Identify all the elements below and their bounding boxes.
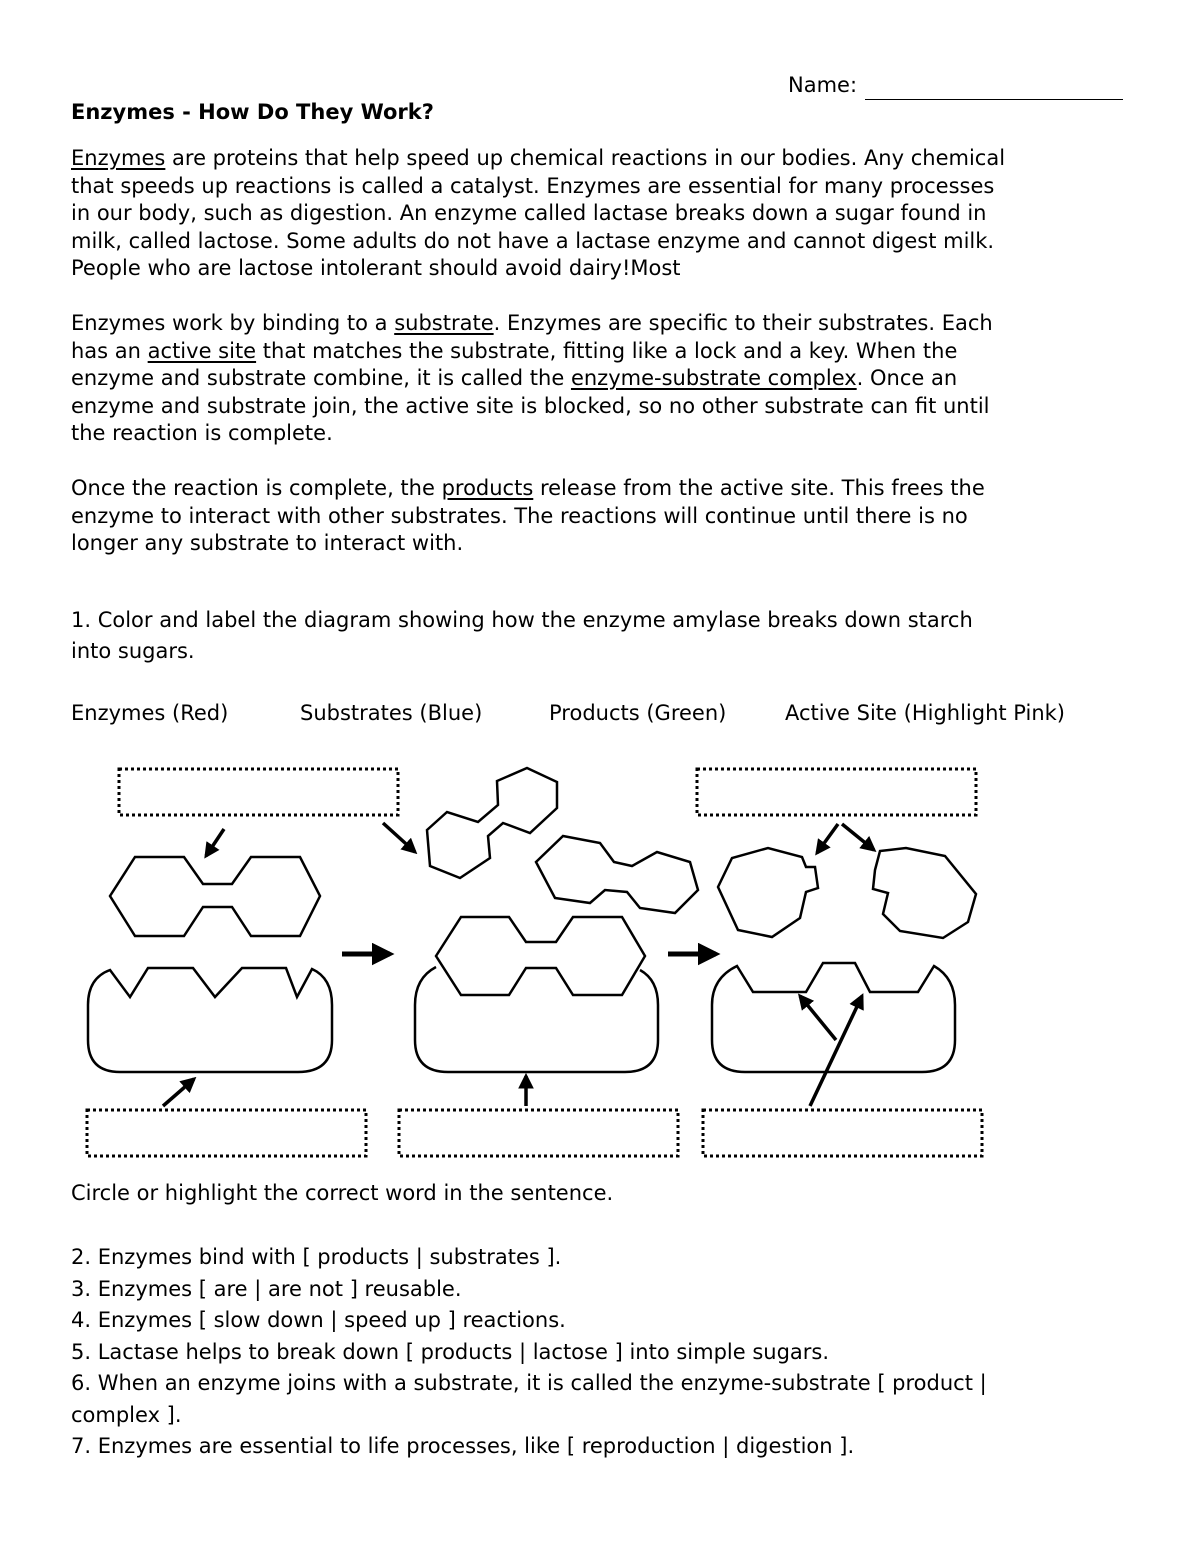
pointer-arrow-icon <box>383 823 415 852</box>
complex-enzyme-shape <box>415 967 658 1072</box>
paragraph-line: in our body, such as digestion. An enzyme called lactase breaks down a sugar found in <box>71 201 987 225</box>
paragraph-line: enzyme to interact with other substrates. The reactions will continue until there is no <box>71 503 968 528</box>
pointer-arrow-icon <box>842 824 874 850</box>
product-shape-1 <box>718 848 818 937</box>
paragraph-line: longer any substrate to interact with. <box>71 531 464 555</box>
text-span: are proteins that help speed up chemical reactions in our bodies. Any chemical <box>165 146 1006 170</box>
text-span: that matches the substrate, fitting like a lock and a key. When the <box>256 338 958 363</box>
question-item[interactable]: 5. Lactase helps to break down [ products | lactose ] into simple sugars. <box>71 1339 830 1364</box>
term-enzymes: Enzymes <box>71 146 166 170</box>
paragraph-line: milk, called lactose. Some adults do not have a lactase enzyme and cannot digest milk. <box>71 228 995 253</box>
term-substrate: substrate <box>394 311 494 335</box>
text-span: Once the reaction is complete, the <box>71 476 442 500</box>
label-box-bottom-left[interactable] <box>87 1110 366 1156</box>
pointer-arrow-icon <box>206 829 224 856</box>
label-box-bottom-middle[interactable] <box>399 1110 678 1156</box>
page-title: Enzymes - How Do They Work? <box>71 100 434 124</box>
term-active-site: active site <box>147 338 257 363</box>
enzyme-shape-1 <box>88 968 332 1072</box>
paragraph-line: the reaction is complete. <box>71 421 333 445</box>
substrate-shape-3 <box>536 836 698 913</box>
pointer-arrow-icon <box>800 996 836 1040</box>
complex-substrate-shape <box>436 917 645 995</box>
question-item[interactable]: 4. Enzymes [ slow down | speed up ] reactions. <box>71 1308 566 1332</box>
question-list <box>71 1242 987 1463</box>
substrate-shape-1 <box>110 857 320 936</box>
product-shape-2 <box>873 848 976 938</box>
text-span: Enzymes work by binding to a <box>71 311 395 335</box>
pointer-arrow-icon <box>163 1079 194 1106</box>
question-line: into sugars. <box>71 639 195 663</box>
question-item[interactable]: 7. Enzymes are essential to life processes, like [ reproduction | digestion ]. <box>71 1434 855 1458</box>
text-span: . Enzymes are specific to their substrates. Each <box>493 311 993 335</box>
question-item[interactable]: 2. Enzymes bind with [ products | substrates ]. <box>71 1245 562 1269</box>
instructions: Circle or highlight the correct word in the sentence. <box>71 1181 614 1205</box>
legend-substrates: Substrates (Blue) <box>300 701 483 725</box>
text-span: release from the active site. This frees the <box>533 476 985 500</box>
question-line: 1. Color and label the diagram showing how the enzyme amylase breaks down starch <box>71 608 973 632</box>
pointer-arrow-icon <box>810 996 862 1106</box>
legend-products: Products (Green) <box>549 701 727 725</box>
paragraph-line: that speeds up reactions is called a catalyst. Enzymes are essential for many processes <box>71 173 995 198</box>
label-box-bottom-right[interactable] <box>703 1110 982 1156</box>
paragraph-line: People who are lactose intolerant should avoid dairy!Most <box>71 256 681 280</box>
term-enzyme-substrate-complex: enzyme-substrate complex <box>570 366 857 390</box>
question-item[interactable]: 3. Enzymes [ are | are not ] reusable. <box>71 1276 462 1301</box>
legend-enzymes: Enzymes (Red) <box>71 701 229 725</box>
text-span: has an <box>71 338 148 363</box>
label-box-top-left[interactable] <box>119 769 398 815</box>
text-span: enzyme and substrate combine, it is called the <box>71 366 571 390</box>
term-products: products <box>441 476 534 500</box>
pointer-arrow-icon <box>817 824 838 853</box>
legend-active-site: Active Site (Highlight Pink) <box>785 701 1066 725</box>
paragraph-line: enzyme and substrate join, the active site is blocked, so no other substrate can fit until <box>71 393 990 418</box>
question-item[interactable]: complex ]. <box>71 1402 182 1427</box>
question-item[interactable]: 6. When an enzyme joins with a substrate, it is called the enzyme-substrate [ product | <box>71 1371 987 1395</box>
text-span: . Once an <box>856 366 958 390</box>
label-box-top-right[interactable] <box>697 769 976 815</box>
name-label: Name: <box>788 73 858 97</box>
